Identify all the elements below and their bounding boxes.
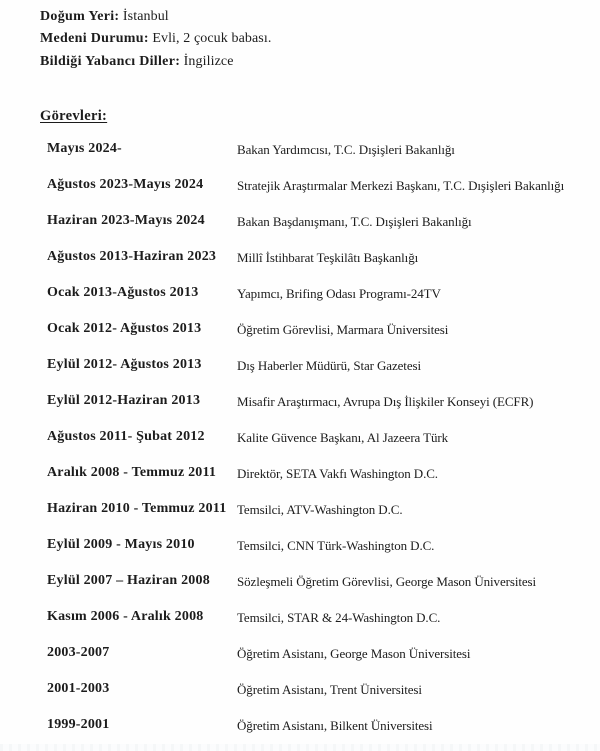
positions-list: [0, 139, 600, 751]
birthplace-label: Doğum Yeri:: [40, 9, 120, 24]
position-period: Eylül 2012- Ağustos 2013: [47, 357, 202, 372]
foreign-languages-line: [40, 51, 271, 73]
position-role: Misafir Araştırmacı, Avrupa Dış İlişkiler Konseyi (ECFR): [237, 393, 534, 409]
position-role: Direktör, SETA Vakfı Washington D.C.: [237, 465, 438, 481]
position-role: Öğretim Asistanı, Bilkent Üniversitesi: [237, 717, 433, 733]
position-row: [0, 247, 600, 283]
position-period: 2003-2007: [47, 645, 110, 660]
position-row: [0, 643, 600, 679]
position-role: Temsilci, STAR & 24-Washington D.C.: [237, 609, 441, 625]
position-period: Haziran 2010 - Temmuz 2011: [47, 501, 227, 516]
position-period: Mayıs 2024-: [47, 141, 122, 156]
position-row: [0, 535, 600, 571]
position-row: [0, 463, 600, 499]
position-role: Bakan Yardımcısı, T.C. Dışişleri Bakanlığı: [237, 141, 455, 157]
position-period: 1999-2001: [47, 717, 110, 732]
position-period: Ağustos 2023-Mayıs 2024: [47, 177, 204, 192]
position-row: [0, 607, 600, 643]
position-period: Haziran 2023-Mayıs 2024: [47, 213, 205, 228]
position-row: [0, 499, 600, 535]
position-period: Eylül 2012-Haziran 2013: [47, 393, 201, 408]
position-row: [0, 571, 600, 607]
birthplace-value: İstanbul: [122, 9, 169, 24]
position-role: Öğretim Görevlisi, Marmara Üniversitesi: [237, 321, 449, 337]
scan-edge-texture: [0, 744, 600, 751]
position-period: Ocak 2012- Ağustos 2013: [47, 321, 202, 336]
position-row: [0, 427, 600, 463]
position-role: Öğretim Asistanı, Trent Üniversitesi: [237, 681, 422, 697]
position-period: Ağustos 2011- Şubat 2012: [47, 429, 205, 444]
position-period: Kasım 2006 - Aralık 2008: [47, 609, 204, 624]
position-row: [0, 211, 600, 247]
position-role: Kalite Güvence Başkanı, Al Jazeera Türk: [237, 429, 449, 445]
position-row: [0, 175, 600, 211]
position-role: Yapımcı, Brifing Odası Programı-24TV: [237, 285, 441, 301]
position-role: Öğretim Asistanı, George Mason Üniversitesi: [237, 645, 471, 661]
position-role: Dış Haberler Müdürü, Star Gazetesi: [237, 357, 421, 373]
marital-status-value: Evli, 2 çocuk babası.: [152, 31, 272, 47]
position-role: Sözleşmeli Öğretim Görevlisi, George Mason Üniversitesi: [237, 573, 536, 589]
position-row: [0, 355, 600, 391]
foreign-languages-value: İngilizce: [183, 53, 234, 69]
positions-section-heading: Görevleri:: [40, 108, 108, 124]
position-row: [0, 319, 600, 355]
marital-status-line: [40, 28, 271, 50]
marital-status-label: Medeni Durumu:: [40, 31, 149, 47]
foreign-languages-label: Bildiği Yabancı Diller:: [40, 53, 181, 69]
personal-info-block: [40, 6, 271, 73]
position-role: Temsilci, CNN Türk-Washington D.C.: [237, 537, 435, 553]
position-role: Temsilci, ATV-Washington D.C.: [237, 501, 403, 517]
position-row: [0, 283, 600, 319]
position-period: Aralık 2008 - Temmuz 2011: [47, 465, 217, 480]
position-role: Bakan Başdanışmanı, T.C. Dışişleri Bakanlığı: [237, 213, 472, 229]
position-period: Eylül 2009 - Mayıs 2010: [47, 537, 195, 552]
position-role: Stratejik Araştırmalar Merkezi Başkanı, T.C. Dışişleri Bakanlığı: [237, 177, 565, 193]
position-row: [0, 679, 600, 715]
birthplace-line: [40, 6, 271, 28]
position-period: Ocak 2013-Ağustos 2013: [47, 285, 199, 300]
position-period: Ağustos 2013-Haziran 2023: [47, 249, 217, 264]
position-role: Millî İstihbarat Teşkilâtı Başkanlığı: [237, 249, 419, 265]
position-row: [0, 391, 600, 427]
position-row: [0, 139, 600, 175]
position-period: 2001-2003: [47, 681, 110, 696]
position-period: Eylül 2007 – Haziran 2008: [47, 573, 210, 588]
